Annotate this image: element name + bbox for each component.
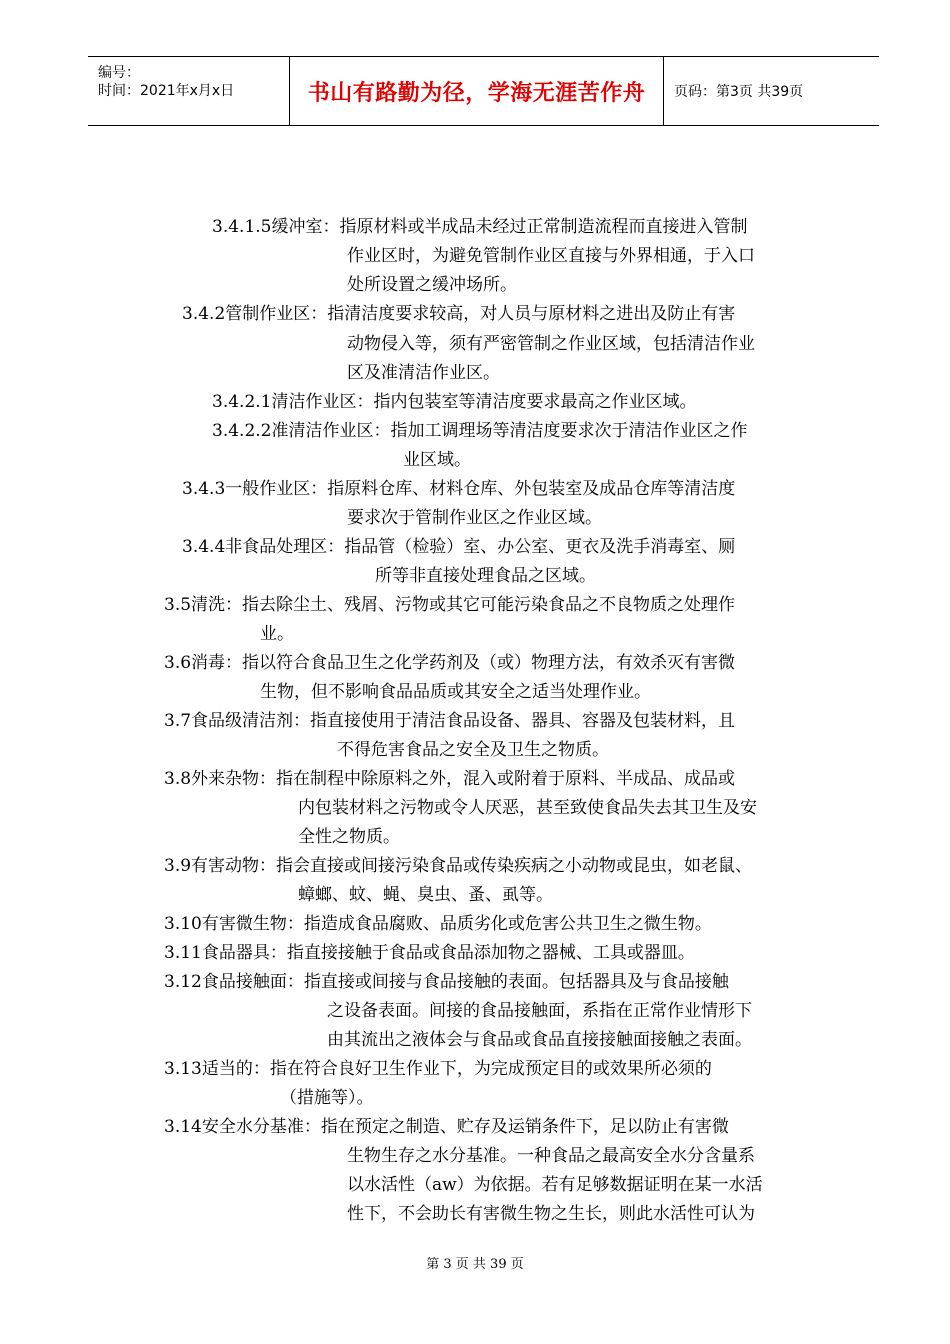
text-line: （措施等）。 [280, 1088, 374, 1108]
text-line: 3.11食品器具：指直接接触于食品或食品添加物之器械、工具或器皿。 [164, 943, 695, 963]
text-line: 以水活性（aw）为依据。若有足够数据证明在某一水活 [347, 1175, 763, 1195]
text-line: 3.12食品接触面：指直接或间接与食品接触的表面。包括器具及与食品接触 [164, 972, 729, 992]
document-date: 时间：2021年x月x日 [98, 83, 235, 99]
header-motto: 书山有路勤为径，学海无涯苦作舟 [307, 80, 646, 106]
text-line: 全性之物质。 [298, 827, 400, 847]
text-line: 3.9有害动物：指会直接或间接污染食品或传染疾病之小动物或昆虫，如老鼠、 [164, 856, 753, 876]
text-line: 之设备表面。间接的食品接触面，系指在正常作业情形下 [327, 1001, 752, 1021]
text-line: 3.14安全水分基准：指在预定之制造、贮存及运销条件下，足以防止有害微 [164, 1117, 729, 1137]
text-line: 不得危害食品之安全及卫生之物质。 [337, 740, 609, 760]
text-line: 区及准清洁作业区。 [347, 363, 500, 383]
text-line: 由其流出之液体会与食品或食品直接接触面接触之表面。 [327, 1030, 752, 1050]
text-line: 3.4.2.1清洁作业区：指内包装室等清洁度要求最高之作业区域。 [212, 392, 697, 412]
text-line: 生物生存之水分基准。一种食品之最高安全水分含量系 [347, 1146, 755, 1166]
text-line: 业。 [260, 624, 294, 644]
text-line: 要求次于管制作业区之作业区域。 [347, 508, 602, 528]
text-line: 3.10有害微生物：指造成食品腐败、品质劣化或危害公共卫生之微生物。 [164, 914, 712, 934]
text-line: 3.6消毒：指以符合食品卫生之化学药剂及（或）物理方法，有效杀灭有害微 [164, 653, 736, 673]
text-line: 生物，但不影响食品品质或其安全之适当处理作业。 [260, 682, 651, 702]
text-line: 处所设置之缓冲场所。 [347, 275, 517, 295]
text-line: 业区域。 [403, 450, 471, 470]
text-line: 性下，不会助长有害微生物之生长，则此水活性可认为 [347, 1204, 755, 1224]
page-footer: 第 3 页 共 39 页 [426, 1257, 524, 1272]
text-line: 所等非直接处理食品之区域。 [375, 566, 596, 586]
text-line: 动物侵入等，须有严密管制之作业区域，包括清洁作业 [347, 334, 755, 354]
document-number-label: 编号： [98, 65, 140, 81]
text-line: 内包装材料之污物或令人厌恶，甚至致使食品失去其卫生及安 [298, 798, 757, 818]
header-meta [88, 57, 290, 125]
text-line: 3.13适当的：指在符合良好卫生作业下，为完成预定目的或效果所必须的 [164, 1059, 712, 1079]
text-line: 3.4.2管制作业区：指清洁度要求较高，对人员与原材料之进出及防止有害 [182, 304, 736, 324]
text-line: 3.4.2.2准清洁作业区：指加工调理场等清洁度要求次于清洁作业区之作 [212, 421, 748, 441]
text-line: 3.4.1.5缓冲室：指原材料或半成品未经过正常制造流程而直接进入管制 [212, 217, 748, 237]
header-page-cell [664, 57, 879, 125]
text-line: 蟑螂、蚊、蝇、臭虫、蚤、虱等。 [298, 885, 553, 905]
text-line: 3.4.4非食品处理区：指品管（检验）室、办公室、更衣及洗手消毒室、厕 [182, 537, 736, 557]
text-line: 3.7食品级清洁剂：指直接使用于清洁食品设备、器具、容器及包装材料，且 [164, 711, 736, 731]
header-motto-cell [290, 57, 664, 125]
text-line: 作业区时，为避免管制作业区直接与外界相通，于入口 [347, 246, 755, 266]
text-line: 3.5清洗：指去除尘土、残屑、污物或其它可能污染食品之不良物质之处理作 [164, 595, 736, 615]
text-line: 3.8外来杂物：指在制程中除原料之外，混入或附着于原料、半成品、成品或 [164, 769, 736, 789]
text-line: 3.4.3一般作业区：指原料仓库、材料仓库、外包装室及成品仓库等清洁度 [182, 479, 736, 499]
header-page-number: 页码：第3页 共39页 [674, 84, 804, 100]
page-header [88, 56, 879, 126]
